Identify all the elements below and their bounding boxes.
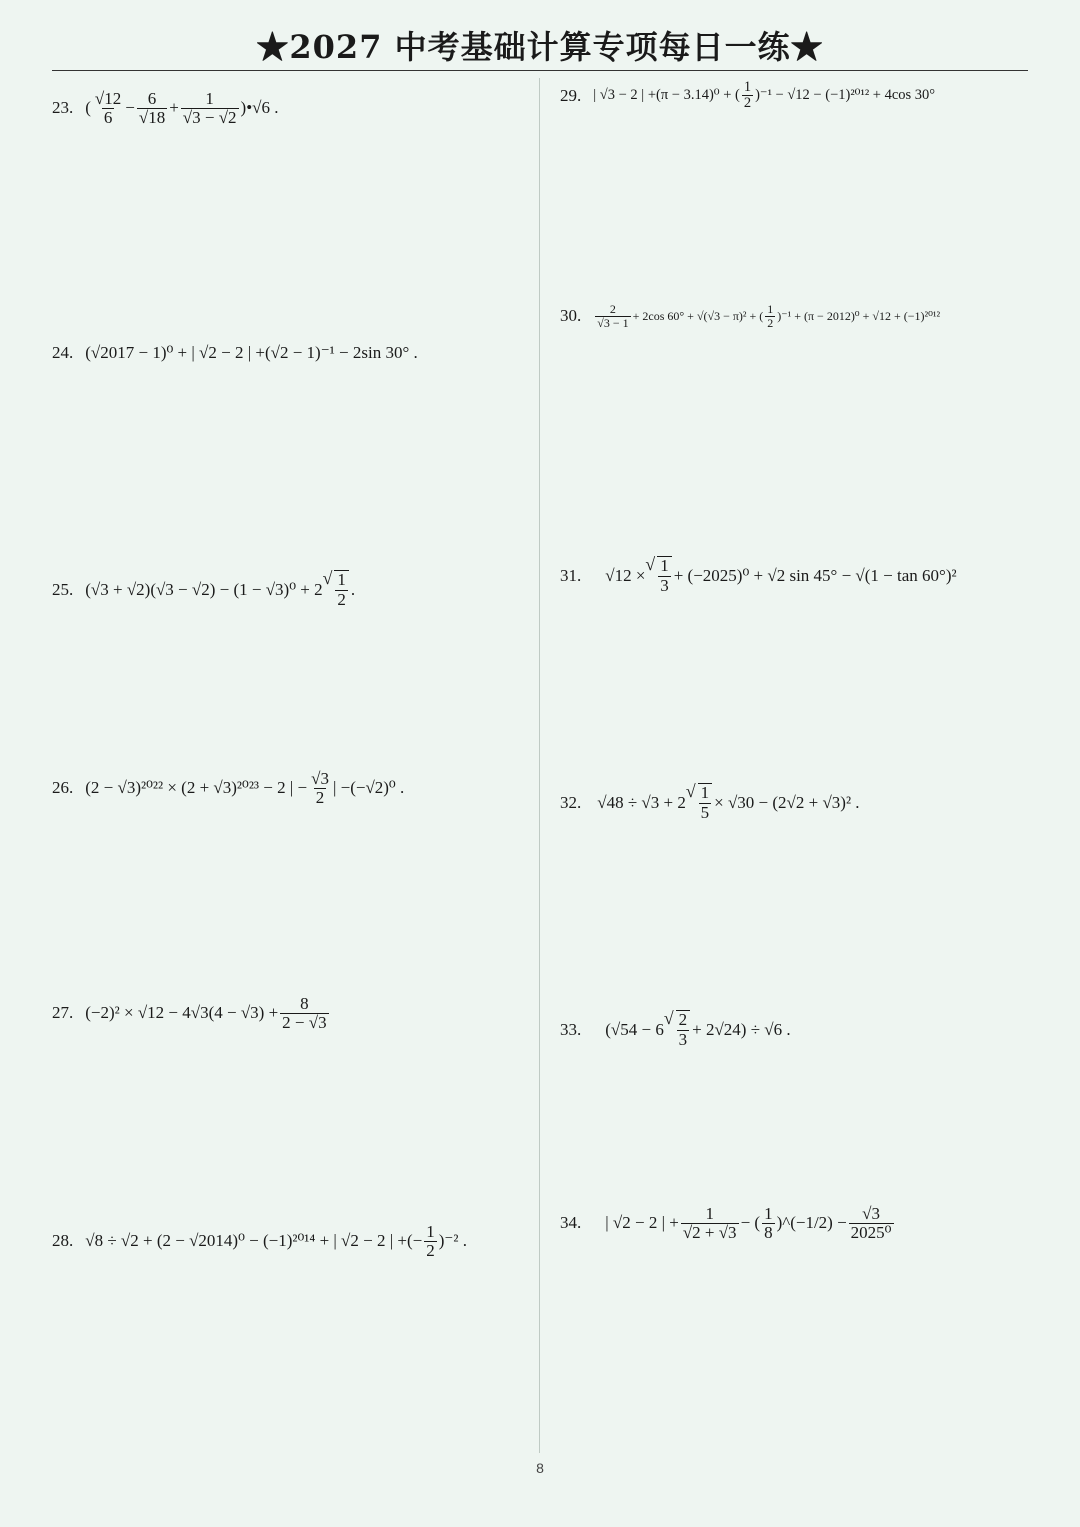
denominator: 2025⁰ (850, 1222, 892, 1242)
denominator: 2 (767, 315, 774, 330)
problem-expression (605, 1205, 895, 1242)
denominator: 2 (315, 787, 325, 807)
problem-number: 28. (52, 1231, 74, 1251)
denominator: √18 (138, 107, 166, 127)
expr-text: + (−2025)⁰ + √2 sin 45° − √(1 − tan 60°)² (673, 565, 957, 585)
expr-text: − ( (740, 1213, 761, 1233)
denominator: 3 (660, 575, 669, 595)
problem-number: 34. (560, 1213, 582, 1233)
expr-text: (−2)² × √12 − 4√3(4 − √3) + (85, 1003, 279, 1023)
problem-31 (560, 556, 957, 595)
problem-23 (52, 90, 279, 127)
problem-26 (52, 770, 404, 807)
problem-number: 30. (560, 306, 582, 326)
numerator: √3 (862, 1204, 880, 1223)
radical (686, 783, 714, 822)
numerator: 1 (743, 79, 752, 95)
expr-text: )⁻¹ − √12 − (−1)²⁰¹² + 4cos 30° (755, 87, 936, 104)
problem-28 (52, 1223, 467, 1260)
numerator: 2 (609, 302, 616, 316)
fraction (762, 1205, 775, 1242)
denominator: 8 (764, 1222, 773, 1242)
radical (645, 556, 673, 595)
denominator: 5 (700, 802, 710, 822)
radical-sign: √ (663, 1008, 674, 1028)
numerator: 6 (147, 89, 157, 108)
radical (323, 570, 351, 609)
denominator: 6 (103, 107, 113, 127)
problem-29 (560, 80, 935, 111)
problem-expression (605, 1010, 790, 1049)
fraction (657, 556, 672, 595)
page-number: 8 (536, 1460, 544, 1476)
problem-34 (560, 1205, 896, 1242)
denominator: √3 − 1 (597, 315, 629, 330)
radical-sign: √ (685, 781, 696, 801)
expr-text: √12 × (605, 565, 646, 585)
fraction (334, 570, 349, 609)
fraction (93, 90, 123, 127)
expr-text: − (125, 98, 135, 118)
expr-text: (√54 − 6 (605, 1019, 664, 1039)
problem-number: 25. (52, 579, 74, 599)
title-underline (52, 70, 1028, 71)
expr-text: √8 ÷ √2 + (2 − √2014)⁰ − (−1)²⁰¹⁴ + | √2 − 2 | +(− (85, 1231, 423, 1251)
expr-text: )^(−1/2) − (776, 1213, 847, 1233)
problem-33 (560, 1010, 791, 1049)
numerator: 1 (337, 570, 346, 589)
radical-sign: √ (645, 554, 656, 574)
problem-30 (560, 303, 940, 329)
expr-text: | −(−√2)⁰ . (332, 778, 405, 798)
expr-text: + 2cos 60° + √(√3 − π)² + ( (632, 308, 764, 323)
problem-number: 27. (52, 1003, 74, 1023)
problem-expression (85, 1223, 467, 1260)
expr-text: + 2√24) ÷ √6 . (692, 1019, 791, 1039)
problem-expression (85, 90, 278, 127)
numerator: 8 (300, 994, 309, 1013)
fraction (280, 995, 328, 1032)
fraction (676, 1010, 691, 1049)
denominator: 2 (337, 589, 346, 609)
denominator: √2 + √3 (682, 1222, 737, 1242)
problem-expression (593, 303, 940, 329)
page-title: ★2027 中考基础计算专项每日一练★ (256, 28, 824, 66)
expr-text: × √30 − (2√2 + √3)² . (714, 792, 860, 812)
fraction (181, 90, 239, 127)
column-divider (539, 78, 540, 1453)
problem-expression (85, 995, 330, 1032)
problem-expression (597, 783, 859, 822)
fraction (681, 1205, 739, 1242)
numerator: 1 (205, 89, 214, 108)
fraction (698, 783, 713, 822)
problem-number: 33. (560, 1019, 582, 1039)
fraction (309, 770, 331, 807)
expr-text: (√3 + √2)(√3 − √2) − (1 − √3)⁰ + 2 (85, 579, 323, 599)
numerator: 1 (660, 556, 669, 575)
problem-32 (560, 783, 860, 822)
expr-text: . (350, 579, 356, 599)
problem-24 (52, 343, 418, 363)
fraction (765, 303, 775, 329)
radical (664, 1010, 692, 1049)
numerator: 1 (764, 1204, 773, 1223)
expr-text: √48 ÷ √3 + 2 (597, 792, 686, 812)
expr-text: )•√6 . (240, 98, 279, 118)
problem-number: 32. (560, 792, 582, 812)
denominator: 2 (743, 95, 752, 112)
numerator: √12 (94, 89, 122, 108)
denominator: 2 (426, 1240, 435, 1260)
numerator: √3 (311, 769, 329, 788)
expr-text: ( (85, 98, 91, 118)
fraction (849, 1205, 894, 1242)
fraction (742, 80, 753, 111)
denominator: 2 − √3 (282, 1012, 327, 1032)
problem-expression (85, 770, 404, 807)
fraction (424, 1223, 437, 1260)
expr-text: + (169, 98, 179, 118)
problem-27 (52, 995, 331, 1032)
problem-expression (605, 556, 956, 595)
problem-expression (85, 570, 355, 609)
radical-sign: √ (322, 568, 333, 588)
numerator: 1 (767, 302, 774, 316)
numerator: 1 (426, 1222, 435, 1241)
problem-number: 29. (560, 85, 582, 105)
fraction (595, 303, 630, 329)
problem-25 (52, 570, 355, 609)
problem-number: 24. (52, 343, 74, 362)
numerator: 1 (705, 1204, 714, 1223)
problem-expression (593, 80, 935, 111)
expr-text: | √3 − 2 | +(π − 3.14)⁰ + ( (593, 87, 740, 104)
fraction (137, 90, 167, 127)
denominator: √3 − √2 (182, 107, 237, 127)
expr-text: | √2 − 2 | + (605, 1213, 679, 1233)
problem-number: 26. (52, 778, 74, 798)
numerator: 1 (700, 783, 710, 802)
problem-expression: (√2017 − 1)⁰ + | √2 − 2 | +(√2 − 1)⁻¹ − 2sin 30° . (85, 343, 418, 362)
expr-text: )⁻¹ + (π − 2012)⁰ + √12 + (−1)²⁰¹² (777, 308, 941, 323)
expr-text: )⁻² . (438, 1231, 467, 1251)
problem-number: 31. (560, 565, 582, 585)
problem-number: 23. (52, 98, 74, 118)
denominator: 3 (678, 1029, 688, 1049)
numerator: 2 (678, 1010, 688, 1029)
expr-text: (2 − √3)²⁰²² × (2 + √3)²⁰²³ − 2 | − (85, 778, 308, 798)
